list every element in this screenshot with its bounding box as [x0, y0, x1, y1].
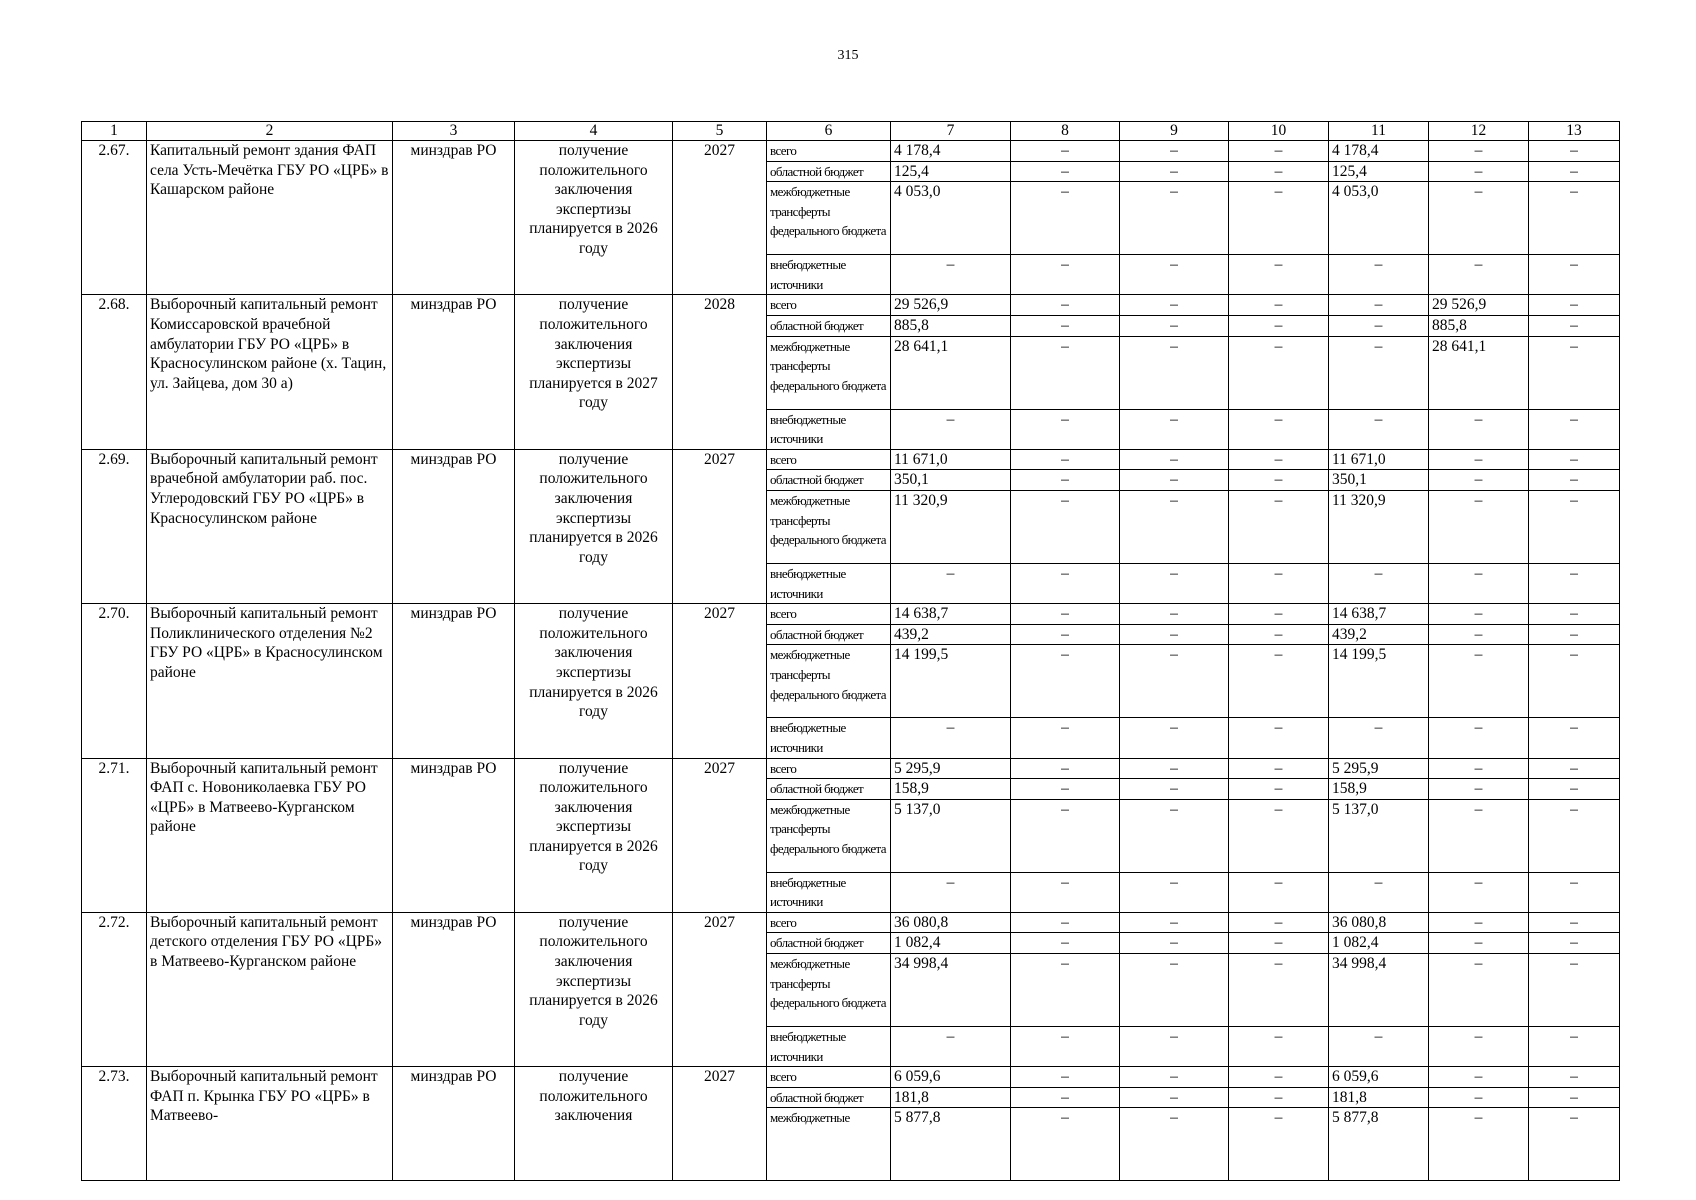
amount-col-13: – — [1529, 182, 1620, 255]
amount-col-8: – — [1011, 141, 1120, 162]
amount-col-12: – — [1429, 470, 1529, 491]
amount-col-9: – — [1120, 255, 1229, 295]
item-condition: получение положительного заключения экспертизы планируется в 2026 году — [515, 912, 673, 1066]
amount-col-9: – — [1120, 645, 1229, 718]
item-condition: получение положительного заключения экспертизы планируется в 2026 году — [515, 141, 673, 295]
amount-col-7: 5 877,8 — [891, 1108, 1011, 1181]
amount-col-13: – — [1529, 799, 1620, 872]
item-executor: минздрав РО — [393, 758, 515, 912]
item-name: Выборочный капитальный ремонт детского отделения ГБУ РО «ЦРБ» в Матвеево-Курганском районе — [147, 912, 393, 1066]
amount-col-11: 5 137,0 — [1329, 799, 1429, 872]
amount-col-13: – — [1529, 141, 1620, 162]
amount-col-8: – — [1011, 604, 1120, 625]
amount-col-13: – — [1529, 409, 1620, 449]
amount-col-10: – — [1229, 645, 1329, 718]
amount-col-11: 34 998,4 — [1329, 954, 1429, 1027]
amount-col-7: 11 320,9 — [891, 490, 1011, 563]
amount-col-13: – — [1529, 758, 1620, 779]
amount-col-8: – — [1011, 1087, 1120, 1108]
item-name: Выборочный капитальный ремонт врачебной амбулатории раб. пос. Углеродовский ГБУ РО «ЦРБ» в Красносулинском районе — [147, 449, 393, 603]
amount-col-8: – — [1011, 563, 1120, 603]
amount-col-13: – — [1529, 1087, 1620, 1108]
amount-col-13: – — [1529, 295, 1620, 316]
item-executor: минздрав РО — [393, 1067, 515, 1181]
amount-col-12: – — [1429, 645, 1529, 718]
item-name: Выборочный капитальный ремонт Поликлинического отделения №2 ГБУ РО «ЦРБ» в Красносулинском районе — [147, 604, 393, 758]
amount-col-9: – — [1120, 718, 1229, 758]
amount-col-10: – — [1229, 779, 1329, 800]
amount-col-11: – — [1329, 255, 1429, 295]
item-year: 2027 — [673, 1067, 767, 1181]
amount-col-10: – — [1229, 624, 1329, 645]
item-year: 2027 — [673, 604, 767, 758]
amount-col-11: – — [1329, 1027, 1429, 1067]
funding-source: межбюджетные — [767, 1108, 891, 1181]
item-executor: минздрав РО — [393, 295, 515, 449]
amount-col-9: – — [1120, 563, 1229, 603]
funding-source: межбюджетные трансферты федерального бюджета — [767, 490, 891, 563]
amount-col-10: – — [1229, 1087, 1329, 1108]
amount-col-13: – — [1529, 336, 1620, 409]
amount-col-7: – — [891, 718, 1011, 758]
amount-col-10: – — [1229, 295, 1329, 316]
column-number: 1 — [82, 122, 147, 141]
amount-col-12: – — [1429, 409, 1529, 449]
amount-col-7: 6 059,6 — [891, 1067, 1011, 1088]
amount-col-12: – — [1429, 912, 1529, 933]
column-number: 10 — [1229, 122, 1329, 141]
amount-col-8: – — [1011, 161, 1120, 182]
table-row — [82, 758, 1620, 779]
amount-col-12: 28 641,1 — [1429, 336, 1529, 409]
funding-source: областной бюджет — [767, 1087, 891, 1108]
item-number: 2.70. — [82, 604, 147, 758]
amount-col-7: – — [891, 563, 1011, 603]
funding-source: всего — [767, 449, 891, 470]
item-condition: получение положительного заключения экспертизы планируется в 2026 году — [515, 604, 673, 758]
amount-col-11: 14 638,7 — [1329, 604, 1429, 625]
funding-source: всего — [767, 912, 891, 933]
item-year: 2027 — [673, 141, 767, 295]
funding-source: внебюджетные источники — [767, 563, 891, 603]
amount-col-12: – — [1429, 604, 1529, 625]
amount-col-11: – — [1329, 315, 1429, 336]
amount-col-8: – — [1011, 315, 1120, 336]
amount-col-10: – — [1229, 255, 1329, 295]
table-row — [82, 1067, 1620, 1088]
funding-source: областной бюджет — [767, 470, 891, 491]
amount-col-11: 4 053,0 — [1329, 182, 1429, 255]
amount-col-10: – — [1229, 336, 1329, 409]
item-name: Выборочный капитальный ремонт ФАП п. Крынка ГБУ РО «ЦРБ» в Матвеево- — [147, 1067, 393, 1181]
amount-col-9: – — [1120, 490, 1229, 563]
amount-col-13: – — [1529, 470, 1620, 491]
amount-col-8: – — [1011, 645, 1120, 718]
column-number: 3 — [393, 122, 515, 141]
item-number: 2.71. — [82, 758, 147, 912]
amount-col-12: – — [1429, 779, 1529, 800]
amount-col-9: – — [1120, 1108, 1229, 1181]
amount-col-10: – — [1229, 604, 1329, 625]
amount-col-12: – — [1429, 1027, 1529, 1067]
amount-col-11: 1 082,4 — [1329, 933, 1429, 954]
amount-col-7: 181,8 — [891, 1087, 1011, 1108]
table-row — [82, 604, 1620, 625]
amount-col-10: – — [1229, 409, 1329, 449]
funding-source: всего — [767, 604, 891, 625]
amount-col-13: – — [1529, 255, 1620, 295]
item-name: Выборочный капитальный ремонт Комиссаровской врачебной амбулатории ГБУ РО «ЦРБ» в Красносулинском районе (х. Тацин, ул. Зайцева, дом 30 а) — [147, 295, 393, 449]
funding-source: внебюджетные источники — [767, 255, 891, 295]
item-number: 2.73. — [82, 1067, 147, 1181]
amount-col-8: – — [1011, 409, 1120, 449]
funding-source: межбюджетные трансферты федерального бюджета — [767, 182, 891, 255]
funding-source: внебюджетные источники — [767, 718, 891, 758]
amount-col-12: – — [1429, 563, 1529, 603]
amount-col-13: – — [1529, 645, 1620, 718]
amount-col-7: 1 082,4 — [891, 933, 1011, 954]
funding-source: областной бюджет — [767, 315, 891, 336]
amount-col-8: – — [1011, 449, 1120, 470]
amount-col-12: – — [1429, 954, 1529, 1027]
amount-col-9: – — [1120, 1067, 1229, 1088]
amount-col-11: – — [1329, 295, 1429, 316]
item-number: 2.67. — [82, 141, 147, 295]
amount-col-8: – — [1011, 336, 1120, 409]
amount-col-12: 885,8 — [1429, 315, 1529, 336]
funding-source: всего — [767, 758, 891, 779]
amount-col-9: – — [1120, 933, 1229, 954]
amount-col-7: 5 137,0 — [891, 799, 1011, 872]
funding-source: внебюджетные источники — [767, 872, 891, 912]
amount-col-7: 158,9 — [891, 779, 1011, 800]
amount-col-10: – — [1229, 449, 1329, 470]
item-executor: минздрав РО — [393, 912, 515, 1066]
funding-source: областной бюджет — [767, 161, 891, 182]
amount-col-9: – — [1120, 141, 1229, 162]
amount-col-12: – — [1429, 933, 1529, 954]
table-row — [82, 912, 1620, 933]
amount-col-12: – — [1429, 624, 1529, 645]
amount-col-8: – — [1011, 1067, 1120, 1088]
amount-col-9: – — [1120, 912, 1229, 933]
amount-col-9: – — [1120, 182, 1229, 255]
table-row — [82, 141, 1620, 162]
amount-col-13: – — [1529, 624, 1620, 645]
item-year: 2027 — [673, 449, 767, 603]
amount-col-9: – — [1120, 470, 1229, 491]
amount-col-8: – — [1011, 799, 1120, 872]
amount-col-11: 6 059,6 — [1329, 1067, 1429, 1088]
funding-source: областной бюджет — [767, 933, 891, 954]
page-number: 315 — [837, 48, 859, 63]
funding-source: межбюджетные трансферты федерального бюджета — [767, 954, 891, 1027]
amount-col-12: – — [1429, 758, 1529, 779]
item-executor: минздрав РО — [393, 449, 515, 603]
amount-col-7: – — [891, 409, 1011, 449]
amount-col-8: – — [1011, 779, 1120, 800]
amount-col-8: – — [1011, 490, 1120, 563]
amount-col-8: – — [1011, 872, 1120, 912]
amount-col-10: – — [1229, 799, 1329, 872]
amount-col-7: – — [891, 255, 1011, 295]
amount-col-9: – — [1120, 872, 1229, 912]
amount-col-10: – — [1229, 933, 1329, 954]
amount-col-11: 125,4 — [1329, 161, 1429, 182]
amount-col-9: – — [1120, 409, 1229, 449]
funding-source: межбюджетные трансферты федерального бюджета — [767, 799, 891, 872]
amount-col-8: – — [1011, 912, 1120, 933]
amount-col-9: – — [1120, 295, 1229, 316]
amount-col-7: – — [891, 872, 1011, 912]
amount-col-8: – — [1011, 470, 1120, 491]
amount-col-11: 181,8 — [1329, 1087, 1429, 1108]
amount-col-7: 125,4 — [891, 161, 1011, 182]
amount-col-10: – — [1229, 563, 1329, 603]
table-body — [82, 141, 1620, 1181]
amount-col-13: – — [1529, 1108, 1620, 1181]
amount-col-7: 439,2 — [891, 624, 1011, 645]
amount-col-9: – — [1120, 624, 1229, 645]
amount-col-9: – — [1120, 799, 1229, 872]
amount-col-9: – — [1120, 604, 1229, 625]
amount-col-11: 439,2 — [1329, 624, 1429, 645]
amount-col-13: – — [1529, 872, 1620, 912]
amount-col-11: – — [1329, 872, 1429, 912]
item-number: 2.69. — [82, 449, 147, 603]
amount-col-12: – — [1429, 1087, 1529, 1108]
amount-col-11: 11 671,0 — [1329, 449, 1429, 470]
column-number: 8 — [1011, 122, 1120, 141]
column-number: 7 — [891, 122, 1011, 141]
amount-col-11: – — [1329, 563, 1429, 603]
amount-col-10: – — [1229, 1027, 1329, 1067]
amount-col-12: – — [1429, 141, 1529, 162]
amount-col-7: 29 526,9 — [891, 295, 1011, 316]
amount-col-12: 29 526,9 — [1429, 295, 1529, 316]
amount-col-9: – — [1120, 1027, 1229, 1067]
amount-col-7: 11 671,0 — [891, 449, 1011, 470]
amount-col-7: 885,8 — [891, 315, 1011, 336]
amount-col-11: 5 295,9 — [1329, 758, 1429, 779]
amount-col-11: 14 199,5 — [1329, 645, 1429, 718]
funding-source: областной бюджет — [767, 779, 891, 800]
amount-col-9: – — [1120, 315, 1229, 336]
amount-col-10: – — [1229, 872, 1329, 912]
funding-source: межбюджетные трансферты федерального бюджета — [767, 336, 891, 409]
item-executor: минздрав РО — [393, 604, 515, 758]
column-number: 11 — [1329, 122, 1429, 141]
column-number: 4 — [515, 122, 673, 141]
amount-col-13: – — [1529, 933, 1620, 954]
item-number: 2.68. — [82, 295, 147, 449]
amount-col-7: 350,1 — [891, 470, 1011, 491]
amount-col-11: – — [1329, 336, 1429, 409]
amount-col-9: – — [1120, 161, 1229, 182]
amount-col-10: – — [1229, 315, 1329, 336]
amount-col-13: – — [1529, 604, 1620, 625]
amount-col-13: – — [1529, 161, 1620, 182]
amount-col-12: – — [1429, 490, 1529, 563]
amount-col-8: – — [1011, 758, 1120, 779]
amount-col-13: – — [1529, 315, 1620, 336]
amount-col-7: – — [891, 1027, 1011, 1067]
amount-col-13: – — [1529, 563, 1620, 603]
amount-col-10: – — [1229, 161, 1329, 182]
amount-col-10: – — [1229, 718, 1329, 758]
column-number: 5 — [673, 122, 767, 141]
amount-col-12: – — [1429, 182, 1529, 255]
amount-col-12: – — [1429, 872, 1529, 912]
amount-col-11: 5 877,8 — [1329, 1108, 1429, 1181]
amount-col-12: – — [1429, 799, 1529, 872]
amount-col-12: – — [1429, 161, 1529, 182]
amount-col-13: – — [1529, 1067, 1620, 1088]
amount-col-7: 36 080,8 — [891, 912, 1011, 933]
amount-col-13: – — [1529, 718, 1620, 758]
item-name: Капитальный ремонт здания ФАП села Усть-Мечётка ГБУ РО «ЦРБ» в Кашарском районе — [147, 141, 393, 295]
amount-col-13: – — [1529, 1027, 1620, 1067]
funding-source: внебюджетные источники — [767, 1027, 891, 1067]
amount-col-13: – — [1529, 779, 1620, 800]
item-year: 2028 — [673, 295, 767, 449]
table-row — [82, 295, 1620, 316]
amount-col-10: – — [1229, 1108, 1329, 1181]
amount-col-11: – — [1329, 409, 1429, 449]
amount-col-12: – — [1429, 449, 1529, 470]
item-condition: получение положительного заключения — [515, 1067, 673, 1181]
amount-col-11: 4 178,4 — [1329, 141, 1429, 162]
amount-col-7: 5 295,9 — [891, 758, 1011, 779]
funding-source: всего — [767, 1067, 891, 1088]
amount-col-12: – — [1429, 1067, 1529, 1088]
amount-col-7: 34 998,4 — [891, 954, 1011, 1027]
amount-col-10: – — [1229, 1067, 1329, 1088]
column-number: 12 — [1429, 122, 1529, 141]
item-year: 2027 — [673, 758, 767, 912]
amount-col-10: – — [1229, 490, 1329, 563]
amount-col-7: 14 638,7 — [891, 604, 1011, 625]
amount-col-8: – — [1011, 182, 1120, 255]
amount-col-7: 28 641,1 — [891, 336, 1011, 409]
amount-col-11: 350,1 — [1329, 470, 1429, 491]
funding-source: всего — [767, 141, 891, 162]
amount-col-9: – — [1120, 449, 1229, 470]
column-number: 2 — [147, 122, 393, 141]
amount-col-9: – — [1120, 954, 1229, 1027]
amount-col-12: – — [1429, 1108, 1529, 1181]
amount-col-7: 4 053,0 — [891, 182, 1011, 255]
funding-source: межбюджетные трансферты федерального бюджета — [767, 645, 891, 718]
amount-col-13: – — [1529, 954, 1620, 1027]
amount-col-10: – — [1229, 954, 1329, 1027]
amount-col-13: – — [1529, 490, 1620, 563]
amount-col-13: – — [1529, 912, 1620, 933]
amount-col-10: – — [1229, 912, 1329, 933]
amount-col-8: – — [1011, 933, 1120, 954]
amount-col-8: – — [1011, 1027, 1120, 1067]
funding-source: внебюджетные источники — [767, 409, 891, 449]
amount-col-12: – — [1429, 718, 1529, 758]
amount-col-8: – — [1011, 1108, 1120, 1181]
amount-col-8: – — [1011, 255, 1120, 295]
column-number: 13 — [1529, 122, 1620, 141]
amount-col-8: – — [1011, 954, 1120, 1027]
amount-col-8: – — [1011, 295, 1120, 316]
funding-table — [81, 121, 1620, 1181]
item-year: 2027 — [673, 912, 767, 1066]
amount-col-11: 11 320,9 — [1329, 490, 1429, 563]
item-condition: получение положительного заключения экспертизы планируется в 2027 году — [515, 295, 673, 449]
amount-col-8: – — [1011, 718, 1120, 758]
funding-source: всего — [767, 295, 891, 316]
amount-col-7: 14 199,5 — [891, 645, 1011, 718]
item-name: Выборочный капитальный ремонт ФАП с. Новониколаевка ГБУ РО «ЦРБ» в Матвеево-Курганском районе — [147, 758, 393, 912]
amount-col-9: – — [1120, 336, 1229, 409]
amount-col-11: 158,9 — [1329, 779, 1429, 800]
amount-col-10: – — [1229, 758, 1329, 779]
amount-col-9: – — [1120, 1087, 1229, 1108]
amount-col-7: 4 178,4 — [891, 141, 1011, 162]
item-condition: получение положительного заключения экспертизы планируется в 2026 году — [515, 758, 673, 912]
item-executor: минздрав РО — [393, 141, 515, 295]
table-row — [82, 449, 1620, 470]
amount-col-10: – — [1229, 182, 1329, 255]
column-number-row — [82, 122, 1620, 141]
amount-col-9: – — [1120, 779, 1229, 800]
item-number: 2.72. — [82, 912, 147, 1066]
column-number: 6 — [767, 122, 891, 141]
amount-col-8: – — [1011, 624, 1120, 645]
funding-source: областной бюджет — [767, 624, 891, 645]
amount-col-12: – — [1429, 255, 1529, 295]
amount-col-10: – — [1229, 141, 1329, 162]
amount-col-11: – — [1329, 718, 1429, 758]
amount-col-9: – — [1120, 758, 1229, 779]
column-number: 9 — [1120, 122, 1229, 141]
amount-col-13: – — [1529, 449, 1620, 470]
item-condition: получение положительного заключения экспертизы планируется в 2026 году — [515, 449, 673, 603]
amount-col-11: 36 080,8 — [1329, 912, 1429, 933]
amount-col-10: – — [1229, 470, 1329, 491]
